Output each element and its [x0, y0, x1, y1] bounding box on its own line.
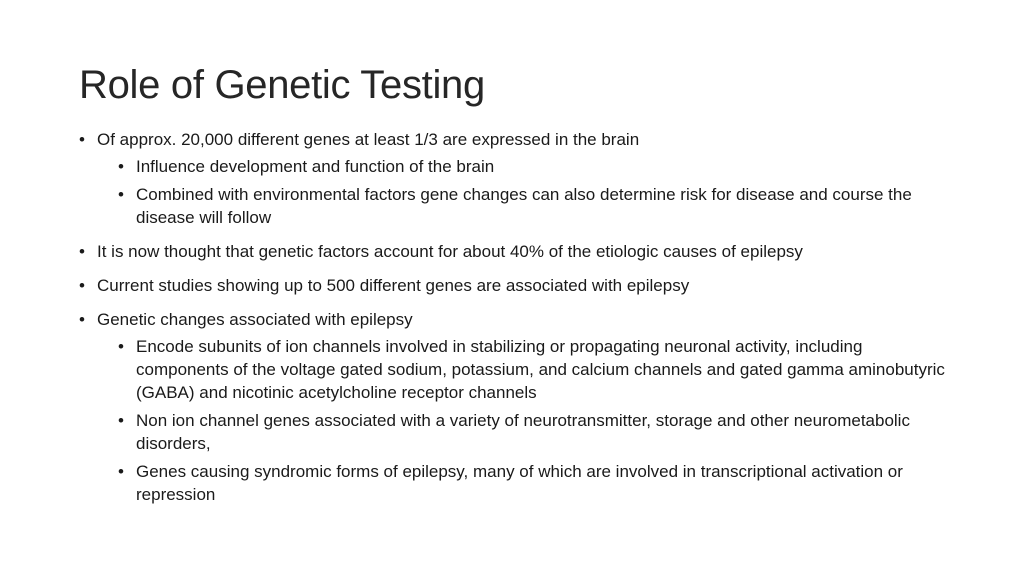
sub-bullet-item [97, 155, 959, 178]
bullet-marker: • [79, 130, 85, 149]
bullet-marker: • [79, 310, 85, 329]
bullet-text: Of approx. 20,000 different genes at least 1/3 are expressed in the brain [97, 130, 640, 149]
bullet-item [79, 128, 959, 229]
bullet-text: Genetic changes associated with epilepsy [97, 310, 413, 329]
slide-title: Role of Genetic Testing [79, 63, 485, 107]
bullet-marker: • [79, 242, 85, 261]
sub-bullet-marker: • [118, 462, 124, 481]
sub-bullet-text: Encode subunits of ion channels involved in stabilizing or propagating neuronal activity, including components of the voltage gated sodium, potassium, and calcium channels and gated gamma aminobutyric (GABA) and nicotinic acetylcholine receptor channels [136, 337, 945, 402]
sub-bullet-marker: • [118, 337, 124, 356]
sub-bullet-text: Non ion channel genes associated with a variety of neurotransmitter, storage and other neurometabolic disorders, [136, 411, 910, 453]
sub-bullet-item [97, 183, 959, 229]
sub-bullet-marker: • [118, 411, 124, 430]
sub-bullet-item [97, 335, 959, 404]
sub-bullet-list [97, 335, 959, 506]
sub-bullet-item [97, 409, 959, 455]
sub-bullet-marker: • [118, 157, 124, 176]
bullet-text: Current studies showing up to 500 different genes are associated with epilepsy [97, 276, 690, 295]
bullet-item [79, 308, 959, 506]
sub-bullet-marker: • [118, 185, 124, 204]
bullet-marker: • [79, 276, 85, 295]
bullet-text: It is now thought that genetic factors account for about 40% of the etiologic causes of epilepsy [97, 242, 803, 261]
sub-bullet-text: Influence development and function of the brain [136, 157, 495, 176]
bullet-item [79, 274, 959, 297]
sub-bullet-text: Genes causing syndromic forms of epilepsy, many of which are involved in transcriptional activation or repression [136, 462, 903, 504]
bullet-item [79, 240, 959, 263]
slide-content [79, 128, 959, 506]
sub-bullet-list [97, 155, 959, 229]
sub-bullet-text: Combined with environmental factors gene changes can also determine risk for disease and course the disease will follow [136, 185, 912, 227]
bullet-list [79, 128, 959, 506]
sub-bullet-item [97, 460, 959, 506]
